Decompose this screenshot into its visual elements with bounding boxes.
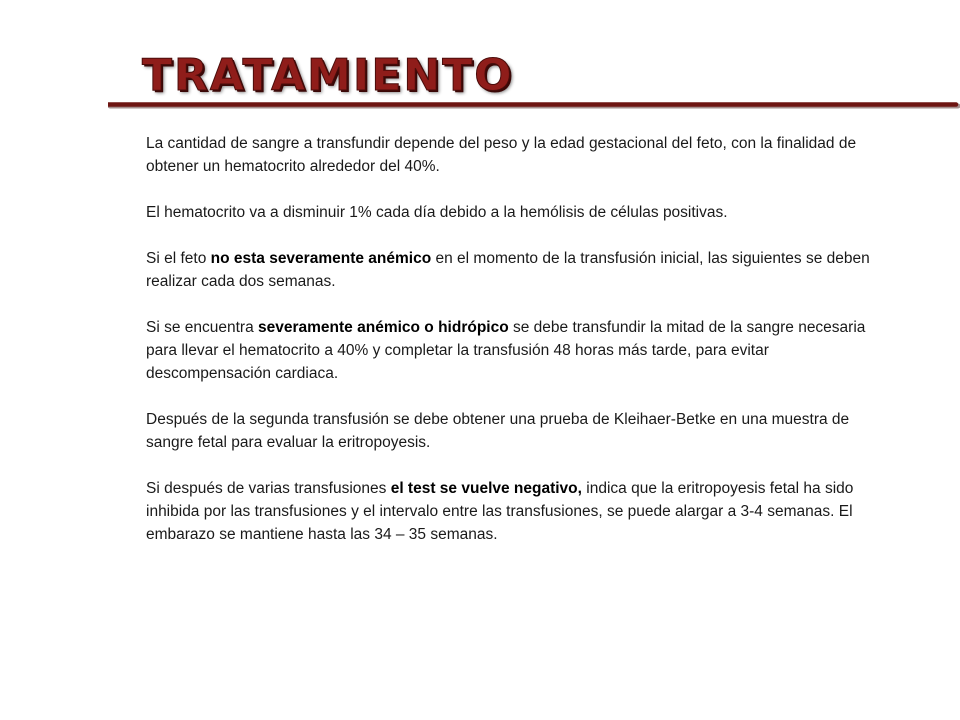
title-underline-graphic	[108, 101, 960, 110]
paragraph-text-after: se debe transfundir la mitad de la sangre necesaria para llevar el hematocrito a 40% y completar la transfusión 48 horas más tarde, para evitar descompensación cardiaca.	[146, 319, 866, 382]
paragraph-text-after: indica que la eritropoyesis fetal ha sido inhibida por las transfusiones y el intervalo entre las transfusiones, se puede alargar a 3-4 semanas. El embarazo se mantiene hasta las 34 – 35 semanas.	[146, 480, 854, 543]
paragraph-hematocrit-decrease	[146, 201, 886, 224]
slide-title: TRATAMIENTO	[142, 50, 514, 101]
paragraph-emphasis: severamente anémico o hidrópico	[258, 319, 509, 336]
paragraph-text: La cantidad de sangre a transfundir depende del peso y la edad gestacional del feto, con la finalidad de obtener un hematocrito alrededor del 40%.	[146, 135, 857, 175]
paragraph-kleihauer-betke	[146, 408, 886, 454]
paragraph-negative-test	[146, 477, 886, 546]
paragraph-emphasis: el test se vuelve negativo,	[390, 480, 582, 497]
paragraph-text-before: Si después de varias transfusiones	[146, 480, 391, 497]
paragraph-text: Después de la segunda transfusión se debe obtener una prueba de Kleihaer-Betke en una muestra de sangre fetal para evaluar la eritropoyesis.	[146, 411, 850, 451]
title-underline-divider	[108, 101, 960, 110]
paragraph-text-after: en el momento de la transfusión inicial, las siguientes se deben realizar cada dos semanas.	[146, 250, 870, 290]
paragraph-blood-volume	[146, 132, 886, 178]
paragraph-text-before: Si se encuentra	[146, 319, 259, 336]
paragraph-severely-anemic	[146, 316, 886, 385]
paragraph-text: El hematocrito va a disminuir 1% cada día debido a la hemólisis de células positivas.	[146, 204, 728, 221]
body-text	[146, 132, 886, 546]
paragraph-not-severely-anemic	[146, 247, 886, 293]
paragraph-emphasis: no esta severamente anémico	[210, 250, 432, 267]
paragraph-text-before: Si el feto	[146, 250, 211, 267]
